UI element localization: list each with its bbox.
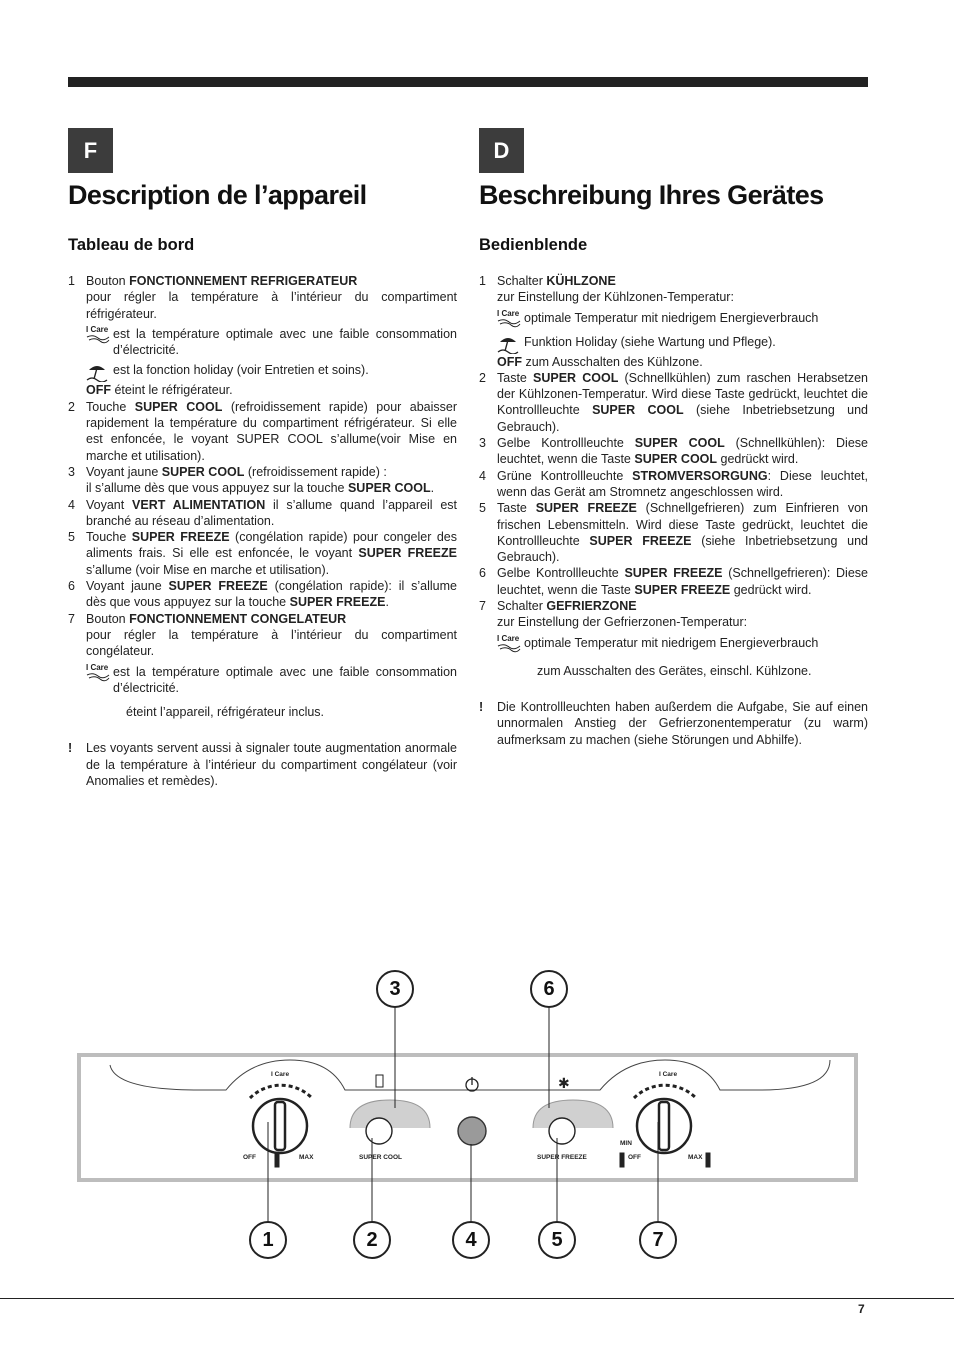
list-item: 3 Gelbe Kontrollleuchte SUPER COOL (Schnellkühlen): Diese leuchtet, wenn die Taste SUPER COOL gedrückt wird.	[479, 436, 868, 467]
list-item: 5 Taste SUPER FREEZE (Schnellgefrieren) zum Einfrieren von frischen Lebensmitteln. Wird diese Taste gedrückt, leuchtet die Kontrollleuchte SUPER FREEZE (siehe Inbetriebsetzung und Gebrauch).	[479, 501, 868, 565]
top-rule	[68, 77, 868, 87]
holiday-icon	[497, 334, 521, 354]
min-label: MIN	[620, 1140, 632, 1147]
callout-4: 4	[452, 1221, 490, 1259]
list-item: 7 Bouton FONCTIONNEMENT CONGELATEUR pour régler la température à l’intérieur du compartiment congélateur. I Care est la température optimale avec une faible consommation d’électricité. éteint l’appareil, réfrigérateur inclus.	[68, 611, 457, 720]
control-panel-diagram	[0, 960, 954, 1280]
list-item: 1 Bouton FONCTIONNEMENT REFRIGERATEUR pour régler la température à l’intérieur du compartiment réfrigérateur. I Care est la température optimale avec une faible consommation d’électricité. est la fonction holiday (voir Entretien et soins). OFF éteint le réfrigérateur.	[68, 274, 457, 398]
callout-1: 1	[249, 1221, 287, 1259]
off-label-right: OFF	[628, 1154, 641, 1161]
svg-text:✱: ✱	[558, 1076, 570, 1092]
warning-note: ! Les voyants servent aussi à signaler toute augmentation anormale de la température à l’intérieur du compartiment congélateur (voir Anomalies et remèdes).	[68, 741, 457, 789]
column-fr	[68, 273, 457, 789]
list-item: 2 Taste SUPER COOL (Schnellkühlen) zum raschen Herabsetzen der Kühlzonen-Temperatur. Wird diese Taste gedrückt, leuchtet die Kontrollleuchte SUPER COOL (siehe Inbetriebsetzung und Gebrauch).	[479, 370, 869, 434]
list-item: 4 Voyant VERT ALIMENTATION il s’allume quand l’appareil est branché au réseau d’alimentation.	[68, 497, 458, 528]
list-item: 5 Touche SUPER FREEZE (congélation rapide) pour congeler des aliments frais. Si elle est enfoncée, le voyant SUPER FREEZE s’allume (voir Mise en marche et utilisation).	[68, 530, 458, 577]
list-item: 3 Voyant jaune SUPER COOL (refroidissement rapide) : il s’allume dès que vous appuyez sur la touche SUPER COOL.	[68, 464, 435, 496]
title-de: Beschreibung Ihres Gerätes	[479, 180, 824, 210]
subtitle-fr: Tableau de bord	[68, 236, 195, 254]
off-label-left: OFF	[243, 1154, 256, 1161]
icare-icon: I Care	[86, 326, 110, 346]
list-item: 4 Grüne Kontrollleuchte STROMVERSORGUNG: Diese leuchtet, wenn das Gerät am Stromnetz angeschlossen wird.	[479, 468, 868, 499]
max-label-right: MAX	[688, 1154, 703, 1161]
warning-icon: !	[68, 741, 73, 756]
callout-6: 6	[530, 970, 568, 1008]
subtitle-de: Bedienblende	[479, 236, 588, 254]
super-cool-label: SUPER COOL	[359, 1154, 402, 1161]
icare-icon: I Care	[497, 310, 521, 330]
column-de	[479, 273, 868, 748]
icare-label-right: I Care	[659, 1071, 678, 1078]
max-label-left: MAX	[299, 1154, 314, 1161]
list-item: 7 Schalter GEFRIERZONE zur Einstellung der Gefrierzonen-Temperatur: I Care optimale Temperatur mit niedrigem Energieverbrauch zum Ausschalten des Gerätes, einschl. Kühlzone.	[479, 599, 819, 678]
icare-icon: I Care	[86, 664, 110, 684]
list-item: 2 Touche SUPER COOL (refroidissement rapide) pour abaisser rapidement la température du compartiment réfrigérateur. Si elle est enfoncée, le voyant SUPER COOL s’allume(voir Mise en marche et utilisation).	[68, 399, 458, 463]
callout-7: 7	[639, 1221, 677, 1259]
callout-2: 2	[353, 1221, 391, 1259]
callout-3: 3	[376, 970, 414, 1008]
icare-label-left: I Care	[271, 1071, 290, 1078]
lang-badge-fr: F	[68, 128, 113, 173]
list-item: 6 Gelbe Kontrollleuchte SUPER FREEZE (Schnellgefrieren): Diese leuchtet, wenn die Taste SUPER FREEZE gedrückt wird.	[479, 566, 868, 597]
lang-badge-de: D	[479, 128, 524, 173]
page-number: 7	[858, 1302, 865, 1316]
holiday-icon	[86, 362, 110, 382]
icare-icon: I Care	[497, 635, 521, 655]
warning-icon: !	[479, 699, 484, 714]
list-item: 6 Voyant jaune SUPER FREEZE (congélation rapide): il s’allume dès que vous appuyez sur la touche SUPER FREEZE.	[68, 579, 457, 610]
super-freeze-label: SUPER FREEZE	[537, 1154, 587, 1161]
title-fr: Description de l’appareil	[68, 180, 367, 210]
callout-5: 5	[538, 1221, 576, 1259]
bottom-rule	[0, 1298, 954, 1299]
warning-note: ! Die Kontrollleuchten haben außerdem die Aufgabe, Sie auf einen unnormalen Anstieg der Gefrierzonentemperatur (zu warm) aufmerksam zu machen (siehe Störungen und Abhilfe).	[479, 699, 868, 747]
list-item: 1 Schalter KÜHLZONE zur Einstellung der Kühlzonen-Temperatur: I Care optimale Temperatur mit niedrigem Energieverbrauch Funktion Holiday (siehe Wartung und Pflege). OFF zum Ausschalten des Kühlzone.	[479, 274, 819, 369]
